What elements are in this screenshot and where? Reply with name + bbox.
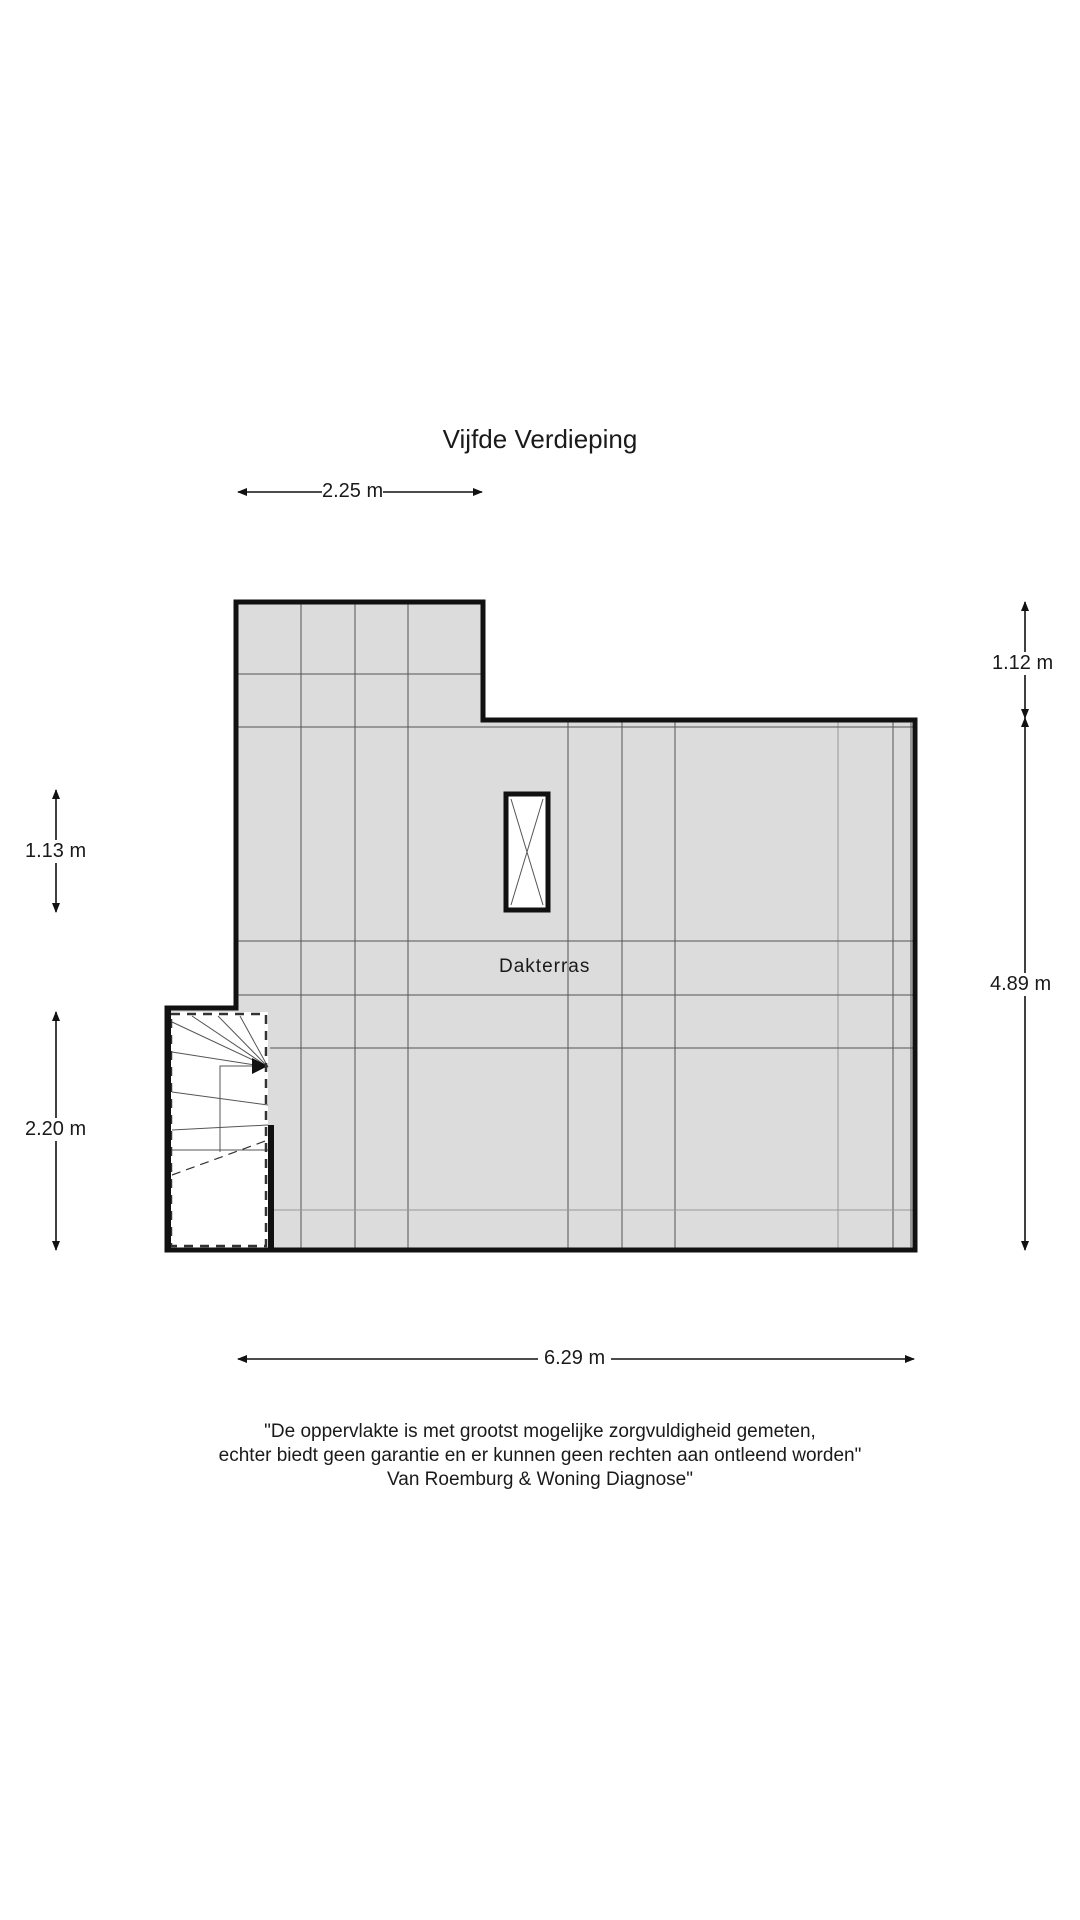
- dim-label-left-lower: 2.20 m: [25, 1118, 87, 1140]
- dim-label-right-top: 1.12 m: [992, 652, 1054, 674]
- dim-label-bottom: 6.29 m: [538, 1347, 611, 1370]
- disclaimer: [0, 1420, 1080, 1492]
- floor-title: Vijfde Verdieping: [442, 424, 638, 454]
- dim-label-right-main: 4.89 m: [990, 973, 1052, 995]
- disclaimer-line-1: "De oppervlakte is met grootst mogelijke zorgvuldigheid gemeten,: [264, 1421, 816, 1442]
- room-label-dakterras: Dakterras: [499, 956, 591, 977]
- disclaimer-line-2: echter biedt geen garantie en er kunnen geen rechten aan ontleend worden": [218, 1445, 862, 1466]
- terrace-floor: [167, 602, 915, 1250]
- dim-label-top: 2.25 m: [322, 480, 384, 502]
- dim-label-left-upper: 1.13 m: [25, 840, 87, 862]
- staircase: [170, 1012, 268, 1248]
- disclaimer-line-3: Van Roemburg & Woning Diagnose": [387, 1469, 693, 1490]
- skylight: [506, 794, 548, 910]
